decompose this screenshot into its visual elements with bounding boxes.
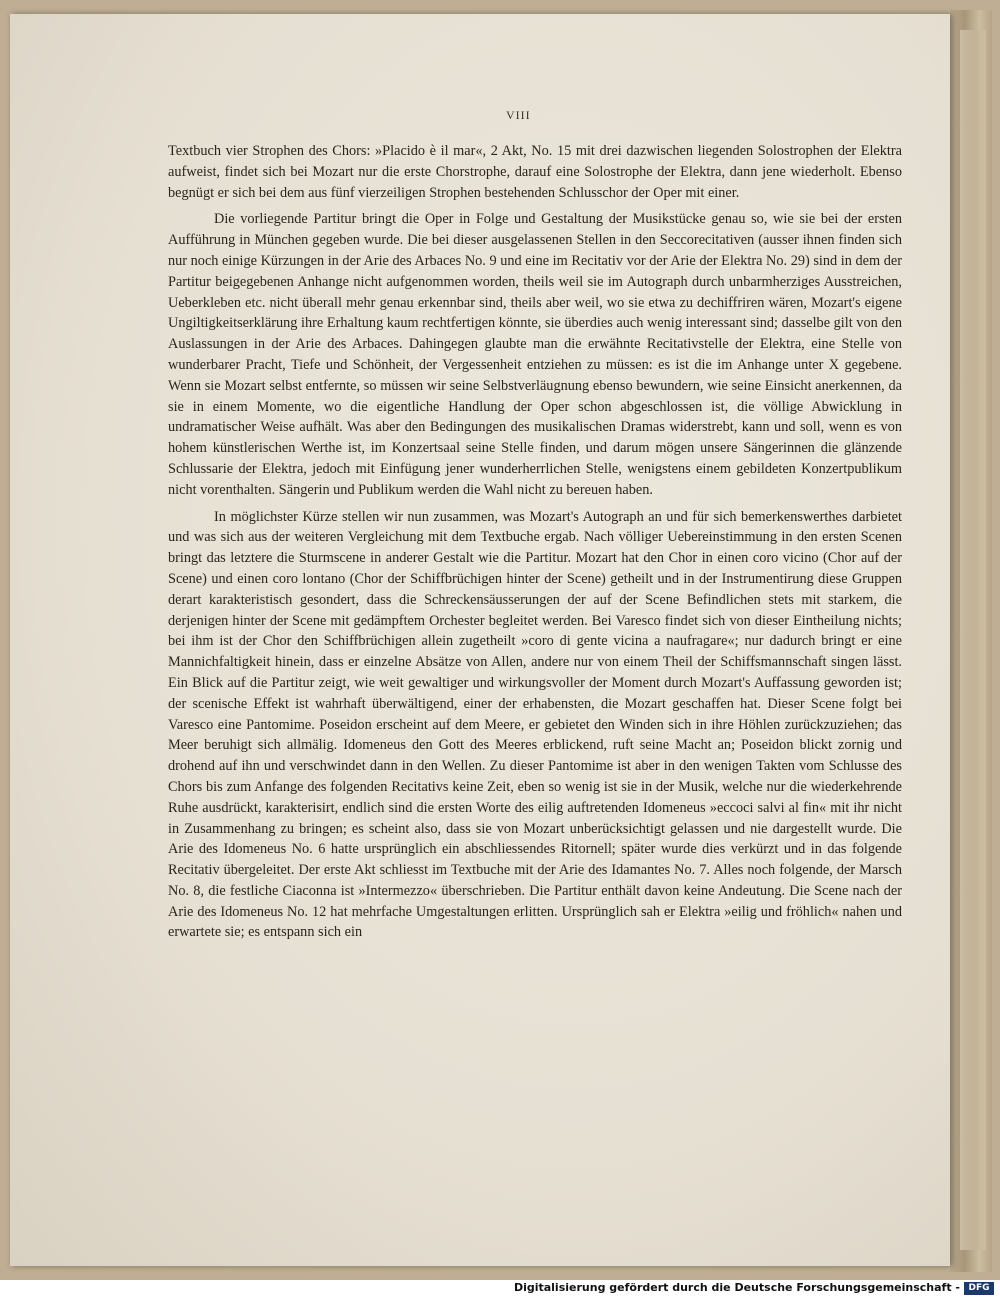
- page-number: VIII: [506, 108, 531, 122]
- paragraph-3: In möglichster Kürze stellen wir nun zusammen, was Mozart's Autograph an und für sich bemerkenswerthes darbietet und was sich aus der weiteren Vergleichung mit dem Textbuche ergab. Nach völliger Uebereinstimmung in den ersten Scenen bringt das letztere die Sturmscene in anderer Gestalt wie die Partitur. Mozart hat den Chor in einen coro vicino (Chor auf der Scene) und einen coro lontano (Chor der Schiffbrüchigen hinter der Scene) getheilt und in der Instrumentirung diese Gruppen derart karakteristisch gesondert, dass die Schreckensäusserungen der auf der Scene Befindlichen stets mit starkem, die derjenigen hinter der Scene mit gedämpftem Orchester begleitet werden. Bei Varesco findet sich von dieser Eintheilung nichts; bei ihm ist der Chor den Schiffbrüchigen allein zugetheilt »coro di gente vicina a naufragare«; nur dadurch bringt er eine Mannichfaltigkeit hinein, dass er einzelne Absätze von Allen, andere nur von einem Theil der Schiffsmannschaft singen lässt. Ein Blick auf die Partitur zeigt, wie weit gewaltiger und wirkungsvoller der Moment durch Mozart's Auffassung geworden ist; der scenische Effekt ist wahrhaft überwältigend, einer der erhabensten, die Mozart geschaffen hat. Dieser Scene folgt bei Varesco eine Pantomime. Poseidon erscheint auf dem Meere, er gebietet den Winden sich in ihre Höhlen zurückzuziehen; das Meer beruhigt sich allmälig. Idomeneus den Gott des Meeres erblickend, ruft seine Macht an; Poseidon blickt zornig und drohend auf ihn und verschwindet dann in den Wellen. Zu dieser Pantomime ist aber in den wenigen Takten vom Schlusse des Chors bis zum Anfange des folgenden Recitativs keine Zeit, eben so wenig ist sie in der Musik, welche nur die wiederkehrende Ruhe ausdrückt, karakterisirt, endlich sind die ersten Worte des eilig auftretenden Idomeneus »eccoci salvi al fin« mit ihr nicht in Zusammenhang zu bringen; es scheint also, dass sie von Mozart unberücksichtigt gelassen und nie dargestellt wurde. Die Arie des Idomeneus No. 6 hatte ursprünglich ein abschliessendes Ritornell; später wurde dies verkürzt und in das folgende Recitativ übergeleitet. Der erste Akt schliesst im Textbuche mit der Arie des Idamantes No. 7. Alles noch folgende, der Marsch No. 8, die festliche Ciaconna ist »Intermezzo« überschrieben. Die Partitur enthält davon keine Andeutung. Die Scene nach der Arie des Idomeneus No. 12 hat mehrfache Umgestaltungen erlitten. Ursprünglich sah er Elektra »eilig und fröhlich« nahen und erwartete sie; es entspann sich ein: [168, 508, 902, 941]
- body-text: [168, 141, 902, 949]
- funding-credit: Digitalisierung gefördert durch die Deutsche Forschungsgemeinschaft -: [513, 1281, 960, 1294]
- book-page-edge-inner: [960, 30, 986, 1250]
- dfg-logo: DFG: [964, 1282, 994, 1295]
- paragraph-2: Die vorliegende Partitur bringt die Oper in Folge und Gestaltung der Musikstücke genau so, wie sie bei der ersten Aufführung in München gegeben wurde. Die bei dieser ausgelassenen Stellen in den Seccorecitativen (ausser ihnen finden sich nur noch einige Kürzungen in der Arie des Arbaces No. 9 und eine im Recitativ vor der Arie der Elektra No. 29) sind in dem der Partitur beigegebenen Anhange nicht aufgenommen worden, theils weil sie im Autograph durch unbarmherziges Ausstreichen, Ueberkleben etc. nicht überall mehr genau erkennbar sind, theils aber weil, wo sie etwa zu dechiffriren wären, Mozart's eigene Ungiltigkeitserklärung ihre Erhaltung kaum rechtfertigen könnte, sie überdies auch wenig interessant sind; dasselbe gilt von den Auslassungen in der Arie des Arbaces. Dahingegen glaubte man die erwähnte Recitativstelle der Elektra, eine Stelle von wunderbarer Pracht, Tiefe und Schönheit, der Vergessenheit entziehen zu müssen: es ist die im Anhange unter X gegebene. Wenn sie Mozart selbst entfernte, so müssen wir seine Selbstverläugnung ebenso bewundern, wie seine Einsicht anerkennen, da sie in einem Momente, wo die eigentliche Handlung der Oper schon abgeschlossen ist, die völlige Abwicklung in undramatischer Weise aufhält. Was aber den Bedingungen des musikalischen Dramas widerstrebt, kann und soll, wenn es von hohem künstlerischen Werthe ist, im Konzertsaal seine Stelle finden, und darum mögen unsere Sängerinnen die glänzende Schlussarie der Elektra, jedoch mit Einfügung jener wunderherrlichen Stelle, wenigstens einem gebildeten Konzertpublikum nicht vorenthalten. Sängerin und Publikum werden die Wahl nicht zu bereuen haben.: [168, 211, 902, 498]
- paragraph-1: Textbuch vier Strophen des Chors: »Placido è il mar«, 2 Akt, No. 15 mit drei dazwischen liegenden Solostrophen der Elektra aufweist, findet sich bei Mozart nur die erste Chorstrophe, darauf eine Solostrophe der Elektra, dann jene wiederholt. Ebenso begnügt er sich bei dem aus fünf vierzeiligen Strophen bestehenden Schlusschor der Oper mit einer.: [168, 143, 902, 201]
